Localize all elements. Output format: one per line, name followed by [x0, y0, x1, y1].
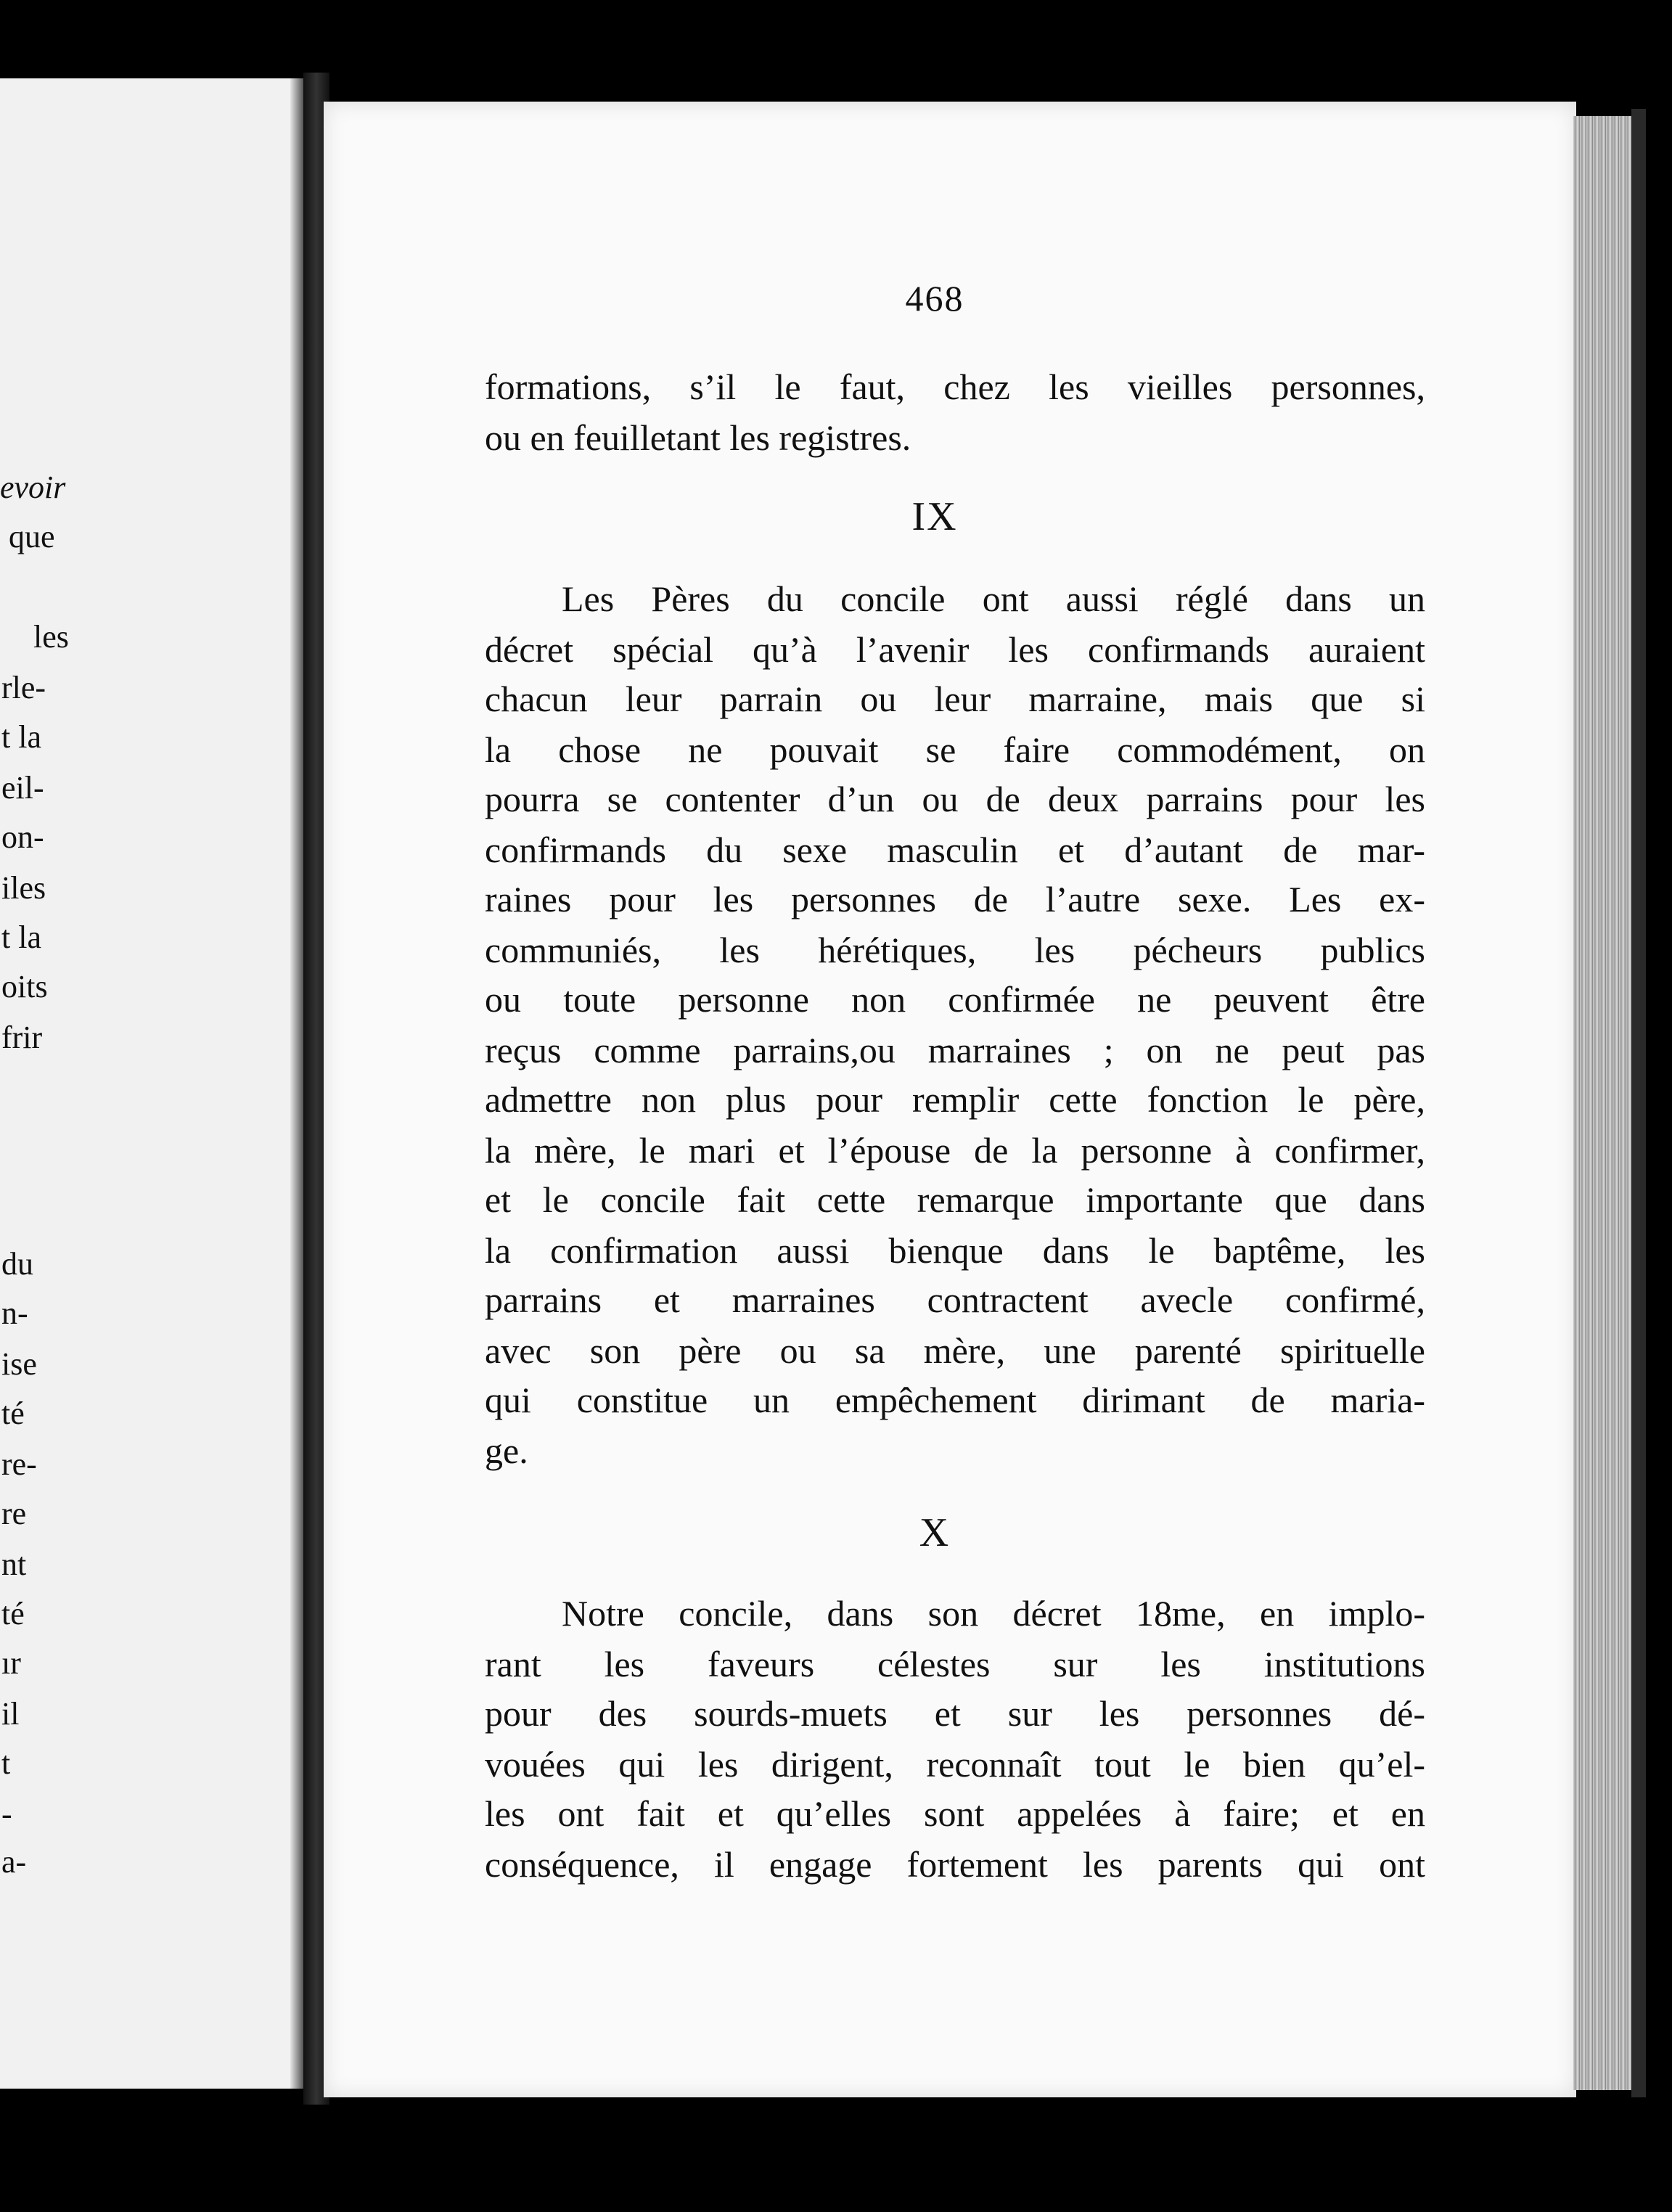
gutter-shadow [290, 78, 303, 2089]
left-line: - [1, 1796, 12, 1832]
paragraph-line: vouées qui les dirigent, reconnaît tout le bien qu’el- [485, 1746, 1425, 1785]
paragraph-line: pour des sourds-muets et sur les personnes dé- [485, 1695, 1425, 1734]
page-number: 468 [905, 278, 964, 319]
left-line: re [1, 1496, 27, 1531]
left-line: a- [1, 1844, 27, 1880]
left-line: les [33, 619, 69, 655]
paragraph-line: la confirmation aussi bienque dans le baptême, les [485, 1232, 1425, 1271]
left-line: re- [1, 1446, 37, 1482]
paragraph-line: admettre non plus pour remplir cette fonction le père, [485, 1081, 1425, 1120]
left-line: té [1, 1396, 25, 1431]
paragraph-line: décret spécial qu’à l’avenir les confirmands auraient [485, 631, 1425, 670]
left-line: on- [1, 819, 44, 855]
left-line: que [9, 519, 55, 554]
left-line: t la [1, 719, 41, 755]
paragraph-line: et le concile fait cette remarque importante que dans [485, 1181, 1425, 1220]
paragraph-line: avec son père ou sa mère, une parenté spirituelle [485, 1332, 1425, 1371]
left-line: ır [1, 1645, 21, 1681]
paragraph-line: les ont fait et qu’elles sont appelées à faire; et en [485, 1795, 1425, 1834]
left-line: du [1, 1246, 33, 1282]
text-line: ou en feuilletant les registres. [485, 417, 911, 458]
left-line: ise [1, 1346, 37, 1382]
left-line: rle- [1, 670, 46, 705]
paragraph-line: la chose ne pouvait se faire commodément, on [485, 732, 1425, 770]
left-line: t [1, 1745, 11, 1781]
paragraph-line: raines pour les personnes de l’autre sexe. Les ex- [485, 881, 1425, 919]
paragraph-line: rant les faveurs célestes sur les institutions [485, 1646, 1425, 1684]
paragraph-line: chacun leur parrain ou leur marraine, mais que si [485, 681, 1425, 719]
left-line: frir [1, 1020, 43, 1055]
left-line: iles [1, 870, 46, 906]
paragraph-line: parrains et marraines contractent avecle confirmé, [485, 1282, 1425, 1320]
left-line: nt [1, 1547, 27, 1582]
paragraph-line: Notre concile, dans son décret 18me, en implo- [562, 1595, 1425, 1634]
paragraph-line: la mère, le mari et l’épouse de la personne à confirmer, [485, 1132, 1425, 1171]
paragraph-line: qui constitue un empêchement dirimant de maria- [485, 1382, 1425, 1420]
left-line: il [1, 1696, 20, 1732]
previous-page-fragment [0, 78, 303, 2089]
paragraph-line: pourra se contenter d’un ou de deux parrains pour les [485, 781, 1425, 819]
page-edges [1573, 116, 1631, 2090]
paragraph-line: confirmands du sexe masculin et d’autant de mar- [485, 832, 1425, 870]
left-line: oits [1, 969, 48, 1004]
left-line: eil- [1, 770, 44, 806]
paragraph-line: communiés, les hérétiques, les pécheurs publics [485, 932, 1425, 970]
paragraph-line: ge. [485, 1430, 528, 1471]
book-cover-edge [1631, 109, 1646, 2097]
left-line: evoir [0, 470, 66, 505]
left-line: t la [1, 919, 41, 955]
left-line: té [1, 1596, 25, 1631]
section-heading-ix: IX [911, 494, 958, 539]
paragraph-line: reçus comme parrains,ou marraines ; on ne peut pas [485, 1032, 1425, 1070]
section-heading-x: X [919, 1510, 951, 1555]
text-line: formations, s’il le faut, chez les vieilles personnes, [485, 369, 1425, 407]
paragraph-line: Les Pères du concile ont aussi réglé dans un [562, 581, 1425, 619]
paragraph-line: ou toute personne non confirmée ne peuvent être [485, 981, 1425, 1020]
left-line: n- [1, 1295, 28, 1331]
paragraph-line: conséquence, il engage fortement les parents qui ont [485, 1846, 1425, 1885]
